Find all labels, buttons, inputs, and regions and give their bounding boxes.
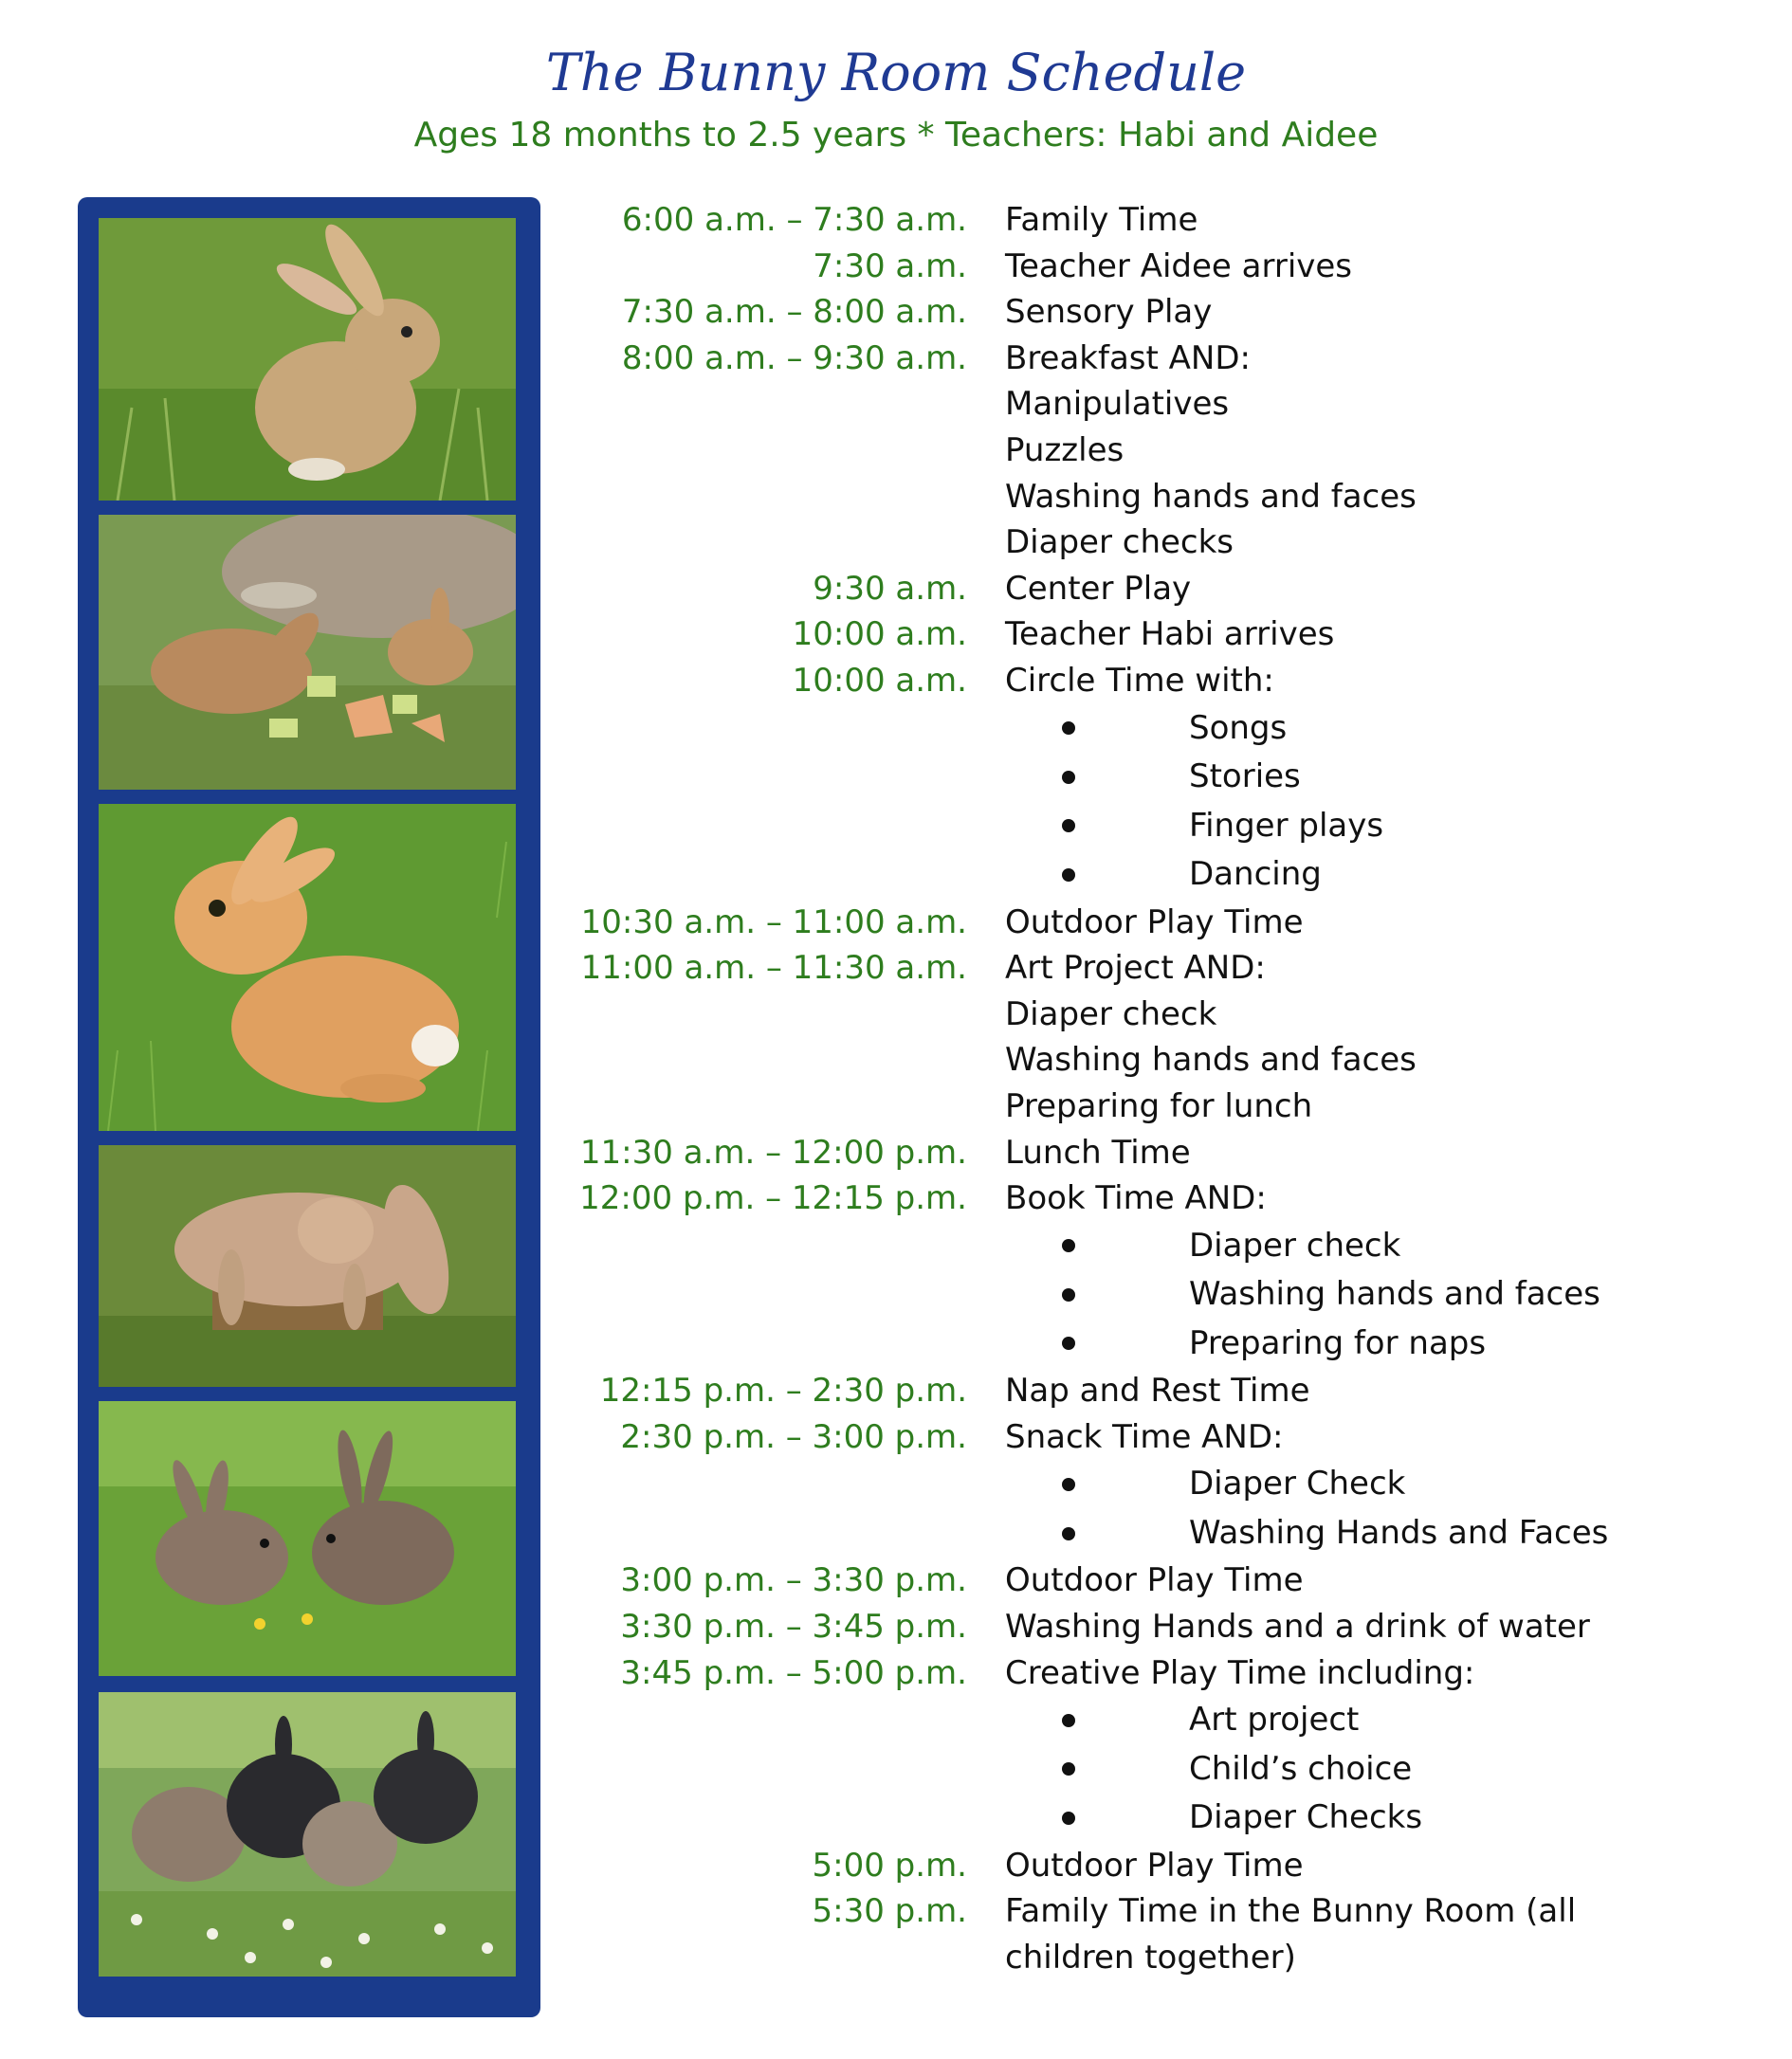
bullet-icon [1062, 1812, 1075, 1825]
bullet-icon [1062, 819, 1075, 832]
schedule-activity: Outdoor Play Time [1005, 1561, 1304, 1600]
schedule-bullet-item [1062, 1460, 1640, 1509]
schedule-time: 7:30 a.m. – 8:00 a.m. [621, 293, 967, 332]
bullet-text: Songs [1189, 708, 1288, 747]
schedule-bullet-item [1062, 753, 1640, 802]
bullet-icon [1062, 868, 1075, 882]
schedule-activity: Outdoor Play Time [1005, 902, 1304, 941]
schedule-bullet-item [1062, 1270, 1640, 1320]
schedule-time: 11:00 a.m. – 11:30 a.m. [580, 949, 967, 988]
bullet-text: Washing hands and faces [1189, 1275, 1600, 1314]
bunny-photo-two-bunnies [99, 1401, 516, 1676]
schedule-time: 5:00 p.m. [812, 1846, 967, 1885]
schedule-row [569, 1558, 1640, 1604]
schedule-time: 3:00 p.m. – 3:30 p.m. [620, 1561, 967, 1600]
bullet-icon [1062, 721, 1075, 735]
schedule-time: 11:30 a.m. – 12:00 p.m. [579, 1133, 967, 1172]
schedule-activity: Outdoor Play Time [1005, 1846, 1304, 1885]
schedule-row [569, 1130, 1640, 1176]
bullet-text: Art project [1189, 1701, 1360, 1740]
schedule-row [569, 289, 1640, 336]
bullet-icon [1062, 1714, 1075, 1727]
schedule-activity: Diaper check [1005, 994, 1217, 1033]
schedule-bullet-item [1062, 1222, 1640, 1271]
bullet-text: Finger plays [1189, 806, 1384, 845]
schedule-time: 3:45 p.m. – 5:00 p.m. [620, 1653, 967, 1692]
bullet-text: Washing Hands and Faces [1189, 1513, 1609, 1552]
bullet-text: Child’s choice [1189, 1749, 1413, 1788]
bullet-text: Diaper check [1189, 1226, 1401, 1265]
bunny-photo-sculpture [99, 1145, 516, 1387]
schedule-activity: Center Play [1005, 569, 1192, 608]
schedule-bullet-item [1062, 1320, 1640, 1369]
page-title: The Bunny Room Schedule [545, 43, 1247, 102]
schedule-time: 8:00 a.m. – 9:30 a.m. [621, 338, 967, 377]
schedule-bullet-item [1062, 802, 1640, 851]
schedule-activity: Breakfast AND: [1005, 338, 1251, 377]
page-header [0, 38, 1792, 163]
schedule-activity: Washing hands and faces [1005, 1041, 1417, 1080]
schedule-activity: Lunch Time [1005, 1133, 1191, 1172]
schedule-activity: Snack Time AND: [1005, 1417, 1284, 1456]
schedule-activity: Art Project AND: [1005, 949, 1266, 988]
schedule-row [569, 381, 1640, 428]
schedule-time: 3:30 p.m. – 3:45 p.m. [620, 1607, 967, 1646]
page-subtitle: Ages 18 months to 2.5 years * Teachers: Habi and Aidee [413, 116, 1379, 155]
schedule-row [569, 945, 1640, 992]
bunny-photo-orange-lying [99, 804, 516, 1131]
schedule-activity: Nap and Rest Time [1005, 1372, 1310, 1411]
schedule-activity: Family Time [1005, 201, 1198, 239]
schedule-row [569, 566, 1640, 612]
schedule-activity: Sensory Play [1005, 293, 1213, 332]
schedule-row [569, 1084, 1640, 1130]
schedule-time: 10:30 a.m. – 11:00 a.m. [580, 902, 967, 941]
schedule-row [569, 244, 1640, 290]
bullet-text: Stories [1189, 757, 1301, 796]
schedule-row [569, 1175, 1640, 1222]
bullet-text: Preparing for naps [1189, 1323, 1487, 1362]
schedule-row [569, 428, 1640, 474]
schedule-list [569, 197, 1640, 1980]
schedule-activity: Diaper checks [1005, 523, 1234, 562]
schedule-activity: Circle Time with: [1005, 661, 1274, 700]
schedule-row [569, 197, 1640, 244]
schedule-row [569, 1843, 1640, 1889]
bullet-icon [1062, 1337, 1075, 1350]
bunny-photo-grass-sitting [99, 218, 516, 501]
schedule-activity: Family Time in the Bunny Room (all children together) [1005, 1892, 1577, 1977]
schedule-time: 9:30 a.m. [813, 569, 967, 608]
schedule-activity: Puzzles [1005, 430, 1125, 469]
bullet-icon [1062, 1762, 1075, 1776]
bunny-photo-four-baby-bunnies [99, 1692, 516, 1977]
schedule-time: 6:00 a.m. – 7:30 a.m. [621, 201, 967, 239]
schedule-activity: Washing hands and faces [1005, 477, 1417, 516]
bullet-text: Diaper Checks [1189, 1798, 1423, 1837]
schedule-row [569, 658, 1640, 704]
schedule-row [569, 519, 1640, 566]
schedule-activity: Creative Play Time including: [1005, 1653, 1475, 1692]
bullet-text: Dancing [1189, 855, 1322, 894]
schedule-row [569, 336, 1640, 382]
schedule-bullet-item [1062, 1745, 1640, 1795]
bullet-icon [1062, 1527, 1075, 1540]
schedule-bullet-item [1062, 1696, 1640, 1745]
schedule-row [569, 1604, 1640, 1650]
schedule-row [569, 992, 1640, 1038]
bullet-text: Diaper Check [1189, 1465, 1406, 1503]
schedule-time: 2:30 p.m. – 3:00 p.m. [620, 1417, 967, 1456]
schedule-bullet-item [1062, 850, 1640, 900]
schedule-row [569, 900, 1640, 946]
schedule-time: 12:15 p.m. – 2:30 p.m. [599, 1372, 967, 1411]
schedule-time: 7:30 a.m. [813, 246, 967, 285]
bullet-icon [1062, 1478, 1075, 1491]
schedule-row [569, 1888, 1640, 1980]
bullet-icon [1062, 1288, 1075, 1302]
schedule-activity: Washing Hands and a drink of water [1005, 1607, 1590, 1646]
schedule-activity: Manipulatives [1005, 385, 1230, 424]
schedule-row [569, 611, 1640, 658]
schedule-time: 10:00 a.m. [792, 615, 967, 654]
schedule-activity: Preparing for lunch [1005, 1086, 1313, 1125]
schedule-activity: Book Time AND: [1005, 1179, 1267, 1218]
schedule-bullet-item [1062, 1509, 1640, 1558]
schedule-bullet-item [1062, 704, 1640, 754]
photo-strip [78, 197, 540, 2017]
bunny-photo-eating-vegetables [99, 515, 516, 790]
bullet-icon [1062, 771, 1075, 784]
schedule-activity: Teacher Habi arrives [1005, 615, 1335, 654]
schedule-time: 5:30 p.m. [812, 1892, 967, 1931]
schedule-row [569, 1650, 1640, 1697]
schedule-row [569, 1368, 1640, 1414]
schedule-activity: Teacher Aidee arrives [1005, 246, 1353, 285]
bullet-icon [1062, 1239, 1075, 1252]
schedule-bullet-item [1062, 1794, 1640, 1843]
schedule-time: 10:00 a.m. [792, 661, 967, 700]
schedule-row [569, 1037, 1640, 1084]
schedule-row [569, 1414, 1640, 1461]
schedule-row [569, 474, 1640, 520]
schedule-time: 12:00 p.m. – 12:15 p.m. [579, 1179, 967, 1218]
